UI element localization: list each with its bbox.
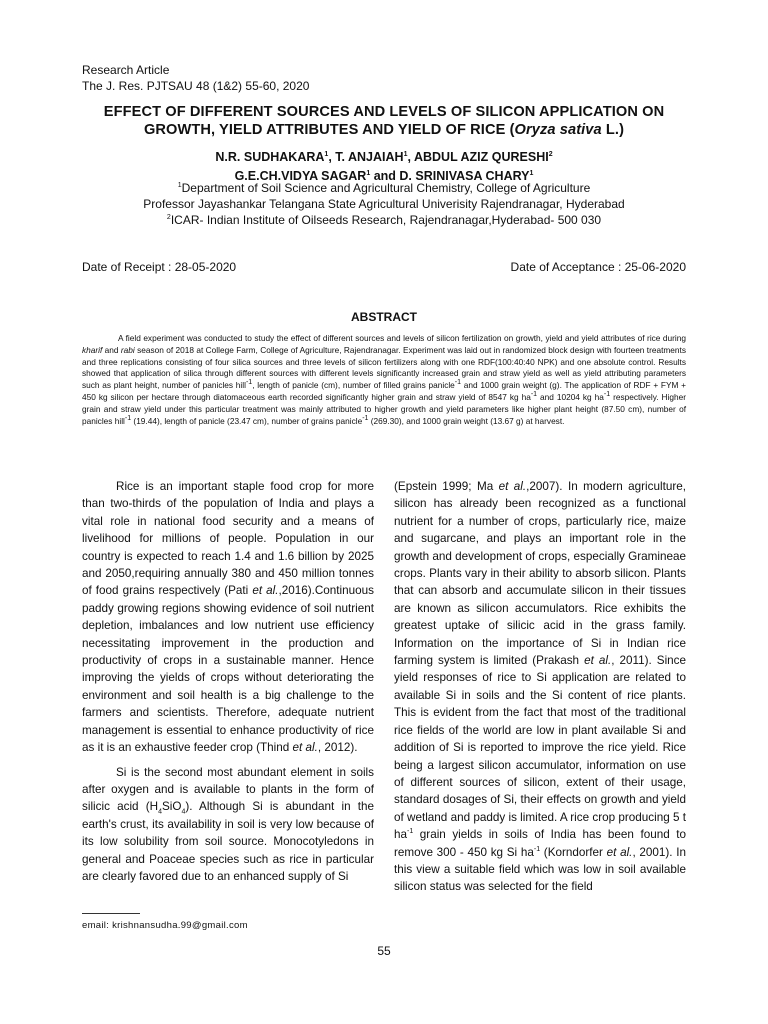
- paragraph: (Epstein 1999; Ma et al.,2007). In modern agriculture, silicon has already been recognized as a functional nutrient for a number of crops, particularly rice, maize and sugarcane, and plays an important role in the growth and development of crops, especially Gramineae crops. Plants vary in their ability to absorb silicon. Plants that can absorb and accumulate silicon in their tissues are known as silicon accumulators. Rice exhibits the greatest uptake of silicic acid in the grass family. Information on the importance of Si in Indian rice farming system is limited (Prakash et al., 2011). Since yield responses of rice to Si application are related to available Si in soils and the Si content of rice plants. This is evident from the fact that most of the traditional rice fields of the world are low in plant available Si and addition of Si is reported to improve the rice yield. Rice being a largest silicon accumulator, information on use of different sources of silicon, extent of their usage, standard dosages of Si, their effects on growth and yield of wetland and paddy is limited. A rice crop producing 5 t $ha^{-1}$ grain yields in soils of India has been found to remove 300 - 450 kg Si $ha^{-1}$ (Korndorfer et al., 2001). In this view a suitable field which was low in soil available silicon status was selected for the field: [394, 480, 687, 894]
- affiliation-1: $^1$Department of Soil Science and Agricultural Chemistry, College of Agriculture: [177, 181, 591, 195]
- article-meta: [82, 62, 309, 94]
- authors-line-1: N.R. SUDHAKARA$^1$, T. ANJAIAH$^1$, ABDUL AZIZ QURESHI$^2$: [215, 150, 553, 164]
- authors-line-2: G.E.CH.VIDYA SAGAR$^1$ and D. SRINIVASA CHARY$^1$: [234, 169, 534, 183]
- page-number: 55: [377, 944, 391, 958]
- title-line-2: GROWTH, YIELD ATTRIBUTES AND YIELD OF RICE (Oryza sativa L.): [143, 122, 625, 138]
- body-column-left: [82, 478, 374, 885]
- abstract-text: A field experiment was conducted to study the effect of different sources and levels of silicon fertilization on growth, yield and yield attributes of rice during kharif and rabi season of 2018 at College Farm, College of Agriculture, Rajendranagar. Experiment was laid out in randomized block design with fourteen treatments and three replications consisting of four silica sources and three levels of silicon fertilizers along with one RDF(100:40:40 NPK) and one absolute control. Results showed that application of silica through different sources with different levels significantly increased grain and straw yield as well as yield attributing parameters such as plant height, number of panicles hill$^{-1}$, length of panicle (cm), number of filled grains panicle$^{-1}$ and 1000 grain weight (g). The application of RDF + FYM + 450 kg silicon per hectare through diatomaceous earth recorded significantly higher grain and straw yield of 8547 kg $ha^{-1}$ and 10204 kg $ha^{-1}$ respectively. Higher grain and straw yield under this particular treatment was mainly attributed to higher growth and yield parameters like higher plant height (87.50 cm), number of panicles hill$^{-1}$ (19.44), length of panicle (23.47 cm), number of grains panicle$^{-1}$ (269.30), and 1000 grain weight (13.67 g) at harvest.: [82, 333, 686, 426]
- species-name: Oryza sativa: [514, 122, 602, 138]
- title-line-1: EFFECT OF DIFFERENT SOURCES AND LEVELS OF SILICON APPLICATION ON: [103, 104, 665, 120]
- paragraph: Si is the second most abundant element in soils after oxygen and is available to plants in the form of silicic acid $(H_4SiO_4)$. Although Si is abundant in the earth's crust, its availability in soil is very low because of its low solubility from soil source. Monocotyledons in general and Poaceae species such as rice in particular are clearly favored due to an enhanced supply of Si: [82, 765, 375, 883]
- footnote-divider: [82, 913, 140, 914]
- paper-title: [60, 103, 708, 139]
- body-column-right: [394, 478, 686, 896]
- article-type: Research Article: [82, 63, 170, 77]
- affiliation-1b: Professor Jayashankar Telangana State Agricultural Univerisity Rajendranagar, Hyderabad: [143, 197, 625, 211]
- date-of-receipt: Date of Receipt : 28-05-2020: [82, 260, 237, 274]
- abstract-heading: ABSTRACT: [351, 310, 417, 324]
- journal-reference: The J. Res. PJTSAU 48 (1&2) 55-60, 2020: [82, 79, 310, 93]
- affiliation-2: $^2$ICAR- Indian Institute of Oilseeds Research, Rajendranagar,Hyderabad- 500 030: [166, 213, 602, 227]
- paragraph: Rice is an important staple food crop for more than two-thirds of the population of India and plays a vital role in national food security and a means of livelihood for millions of people. Population in our country is expected to reach 1.4 and 1.6 billion by 2025 and 2050,requiring annually 380 and 450 million tonnes of food grains respectively (Pati et al.,2016).Continuous paddy growing regions showing evidence of soil nutrient depletion, imbalances and low nutrient use efficiency necessitating improvement in the production and productivity of crops in a sustainable manner. Hence improving the yields of crops without deteriorating the environment and soil health is a big challenge to the farmers and scientists. Therefore, adequate nutrient management is essential to enhance productivity of rice as it is an exhaustive feeder crop (Thind et al., 2012).: [82, 480, 374, 755]
- corresponding-email: email: krishnansudha.99@gmail.com: [82, 920, 248, 931]
- date-of-acceptance: Date of Acceptance : 25-06-2020: [510, 260, 686, 274]
- affiliations: [60, 180, 708, 228]
